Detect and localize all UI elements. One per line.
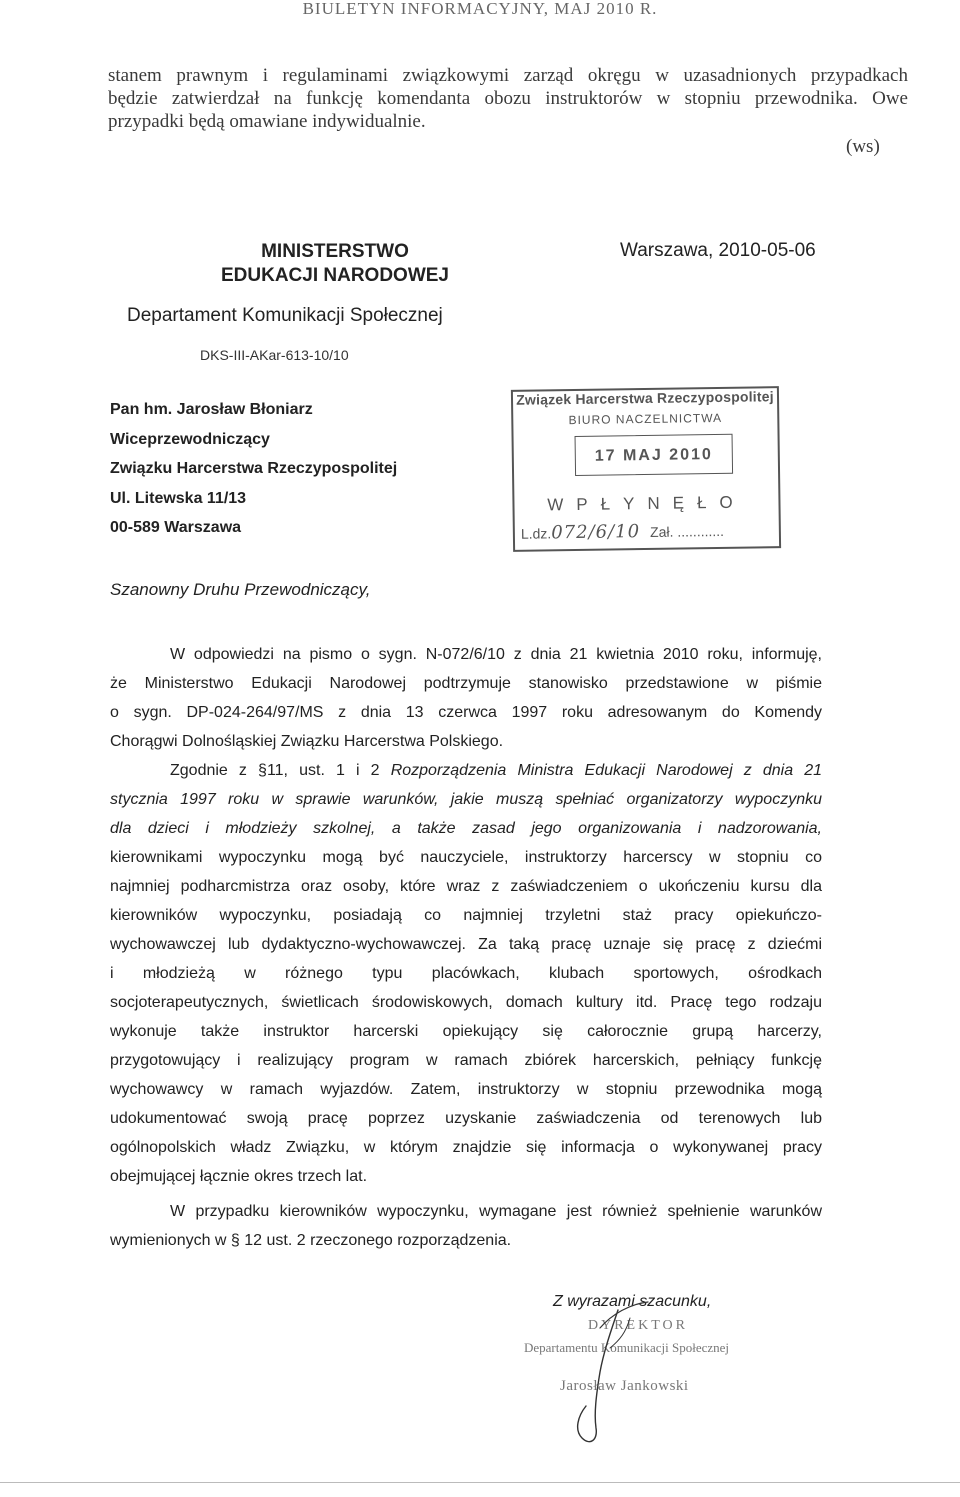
ministry-line: EDUKACJI NARODOWEJ <box>220 265 450 286</box>
body-line: W przypadku kierowników wypoczynku, wymagane jest również spełnienie warunków <box>170 1203 822 1220</box>
body-line: obejmującej łącznie okres trzech lat. <box>110 1168 368 1185</box>
body-line: najmniej podharcmistrza oraz osoby, które wraz z zaświadczeniem o ukończeniu kursu dla <box>110 878 822 895</box>
regulation-title: Rozporządzenia Ministra Edukacji Narodowej z dnia 21 <box>390 762 823 779</box>
signature-stamp-title: DYREKTOR <box>588 1318 688 1333</box>
closing: Z wyrazami szacunku, <box>553 1293 712 1310</box>
regulation-title: dla dzieci i młodzieży szkolnej, a także zasad jego organizowania i nadzorowania, <box>110 820 822 837</box>
body-line: wychowawczej lub dydaktyczno-wychowawczej. Za taką pracę uznaje się pracę z dziećmi <box>110 936 822 953</box>
signature-stamp-department: Departamentu Komunikacji Społecznej <box>524 1340 730 1355</box>
body-line: kierowników wypoczynku, posiadają co najmniej trzyletni staż pracy opiekuńczo- <box>110 907 822 924</box>
body-line: W odpowiedzi na pismo o sygn. N-072/6/10 z dnia 21 kwietnia 2010 roku, informuję, <box>170 646 822 663</box>
stamp-office: BIURO NACZELNICTWA <box>568 410 723 428</box>
body-line: udokumentować swoją pracę poprzez uzyskanie zaświadczenia od terenowych lub <box>110 1110 822 1127</box>
intro-paragraph <box>108 64 908 133</box>
stamp-reg-number: 072/6/10 <box>551 521 641 544</box>
intro-line: stanem prawnym i regulaminami związkowymi zarząd okręgu w uzasadnionych przypadkach <box>108 65 908 86</box>
place-date: Warszawa, 2010-05-06 <box>620 240 816 261</box>
addressee-line: 00-589 Warszawa <box>110 519 242 536</box>
stamp-date: 17 MAJ 2010 <box>575 434 734 476</box>
addressee-line: Związku Harcerstwa Rzeczypospolitej <box>110 460 398 477</box>
author-initials: (ws) <box>846 136 880 157</box>
addressee-line: Wiceprzewodniczący <box>110 430 270 448</box>
body-line: wychowawcy w ramach wyjazdów. Zatem, instruktorzy w stopniu przewodnika mogą <box>110 1081 822 1098</box>
stamp-registration <box>521 520 724 544</box>
handwritten-signature <box>560 1288 700 1448</box>
body-line: o sygn. DP-024-264/97/MS z dnia 13 czerwca 1997 roku adresowanym do Komendy <box>110 704 822 721</box>
regulation-title: stycznia 1997 roku w sprawie warunków, jakie muszą spełniać organizatorzy wypoczynku <box>110 791 822 808</box>
stamp-received-label: WPŁYNĘŁO <box>547 492 746 515</box>
body-line: socjoterapeutycznych, świetlicach środowiskowych, domach kultury itd. Pracę tego rodzaju <box>110 994 822 1011</box>
addressee-line: Ul. Litewska 11/13 <box>110 489 247 507</box>
footer-rule <box>0 1482 960 1483</box>
intro-line: przypadki będą omawiane indywidualnie. <box>108 111 426 132</box>
salutation: Szanowny Druhu Przewodniczący, <box>110 580 371 599</box>
intro-line: będzie zatwierdzał na funkcję komendanta obozu instruktorów w stopniu przewodnika. Owe <box>108 88 908 109</box>
ministry-line: MINISTERSTWO <box>261 241 409 262</box>
stamp-reg-label: L.dz. <box>520 525 552 542</box>
body-line: wykonuje także instruktor harcerski opiekujący się całorocznie grupą harcerzy, <box>110 1023 822 1040</box>
body-line: Chorągwi Dolnośląskiej Związku Harcerstwa Polskiego. <box>110 733 504 750</box>
reference-number: DKS-III-AKar-613-10/10 <box>200 347 349 363</box>
stamp-organization: Związek Harcerstwa Rzeczypospolitej <box>516 388 774 408</box>
body-line <box>170 761 822 781</box>
ministry-name <box>185 240 485 288</box>
department-name: Departament Komunikacji Społecznej <box>127 305 443 326</box>
body-line: ogólnopolskich władz Związku, w którym znajdzie się informacja o wykonywanej pracy <box>110 1139 822 1156</box>
received-stamp <box>511 386 781 552</box>
running-header: BIULETYN INFORMACYJNY, MAJ 2010 R. <box>302 0 658 18</box>
body-line: że Ministerstwo Edukacji Narodowej podtrzymuje stanowisko przedstawione w piśmie <box>110 675 822 692</box>
body-line: przygotowujący i realizujący program w ramach zbiórek harcerskich, pełniący funkcję <box>110 1052 822 1069</box>
addressee-block <box>110 400 397 548</box>
body-line: kierownikami wypoczynku mogą być nauczyciele, instruktorzy harcerscy w stopniu co <box>110 849 822 866</box>
signature-stamp-name: Jarosław Jankowski <box>560 1378 689 1394</box>
addressee-line: Pan hm. Jarosław Błoniarz <box>110 401 313 418</box>
body-line: wymienionych w § 12 ust. 2 rzeczonego rozporządzenia. <box>110 1232 512 1249</box>
stamp-attachments: Zał. ............ <box>649 522 725 540</box>
body-text: Zgodnie z §11, ust. 1 i 2 <box>170 762 391 779</box>
body-line: i młodzieżą w różnego typu placówkach, klubach sportowych, ośrodkach <box>110 965 822 982</box>
